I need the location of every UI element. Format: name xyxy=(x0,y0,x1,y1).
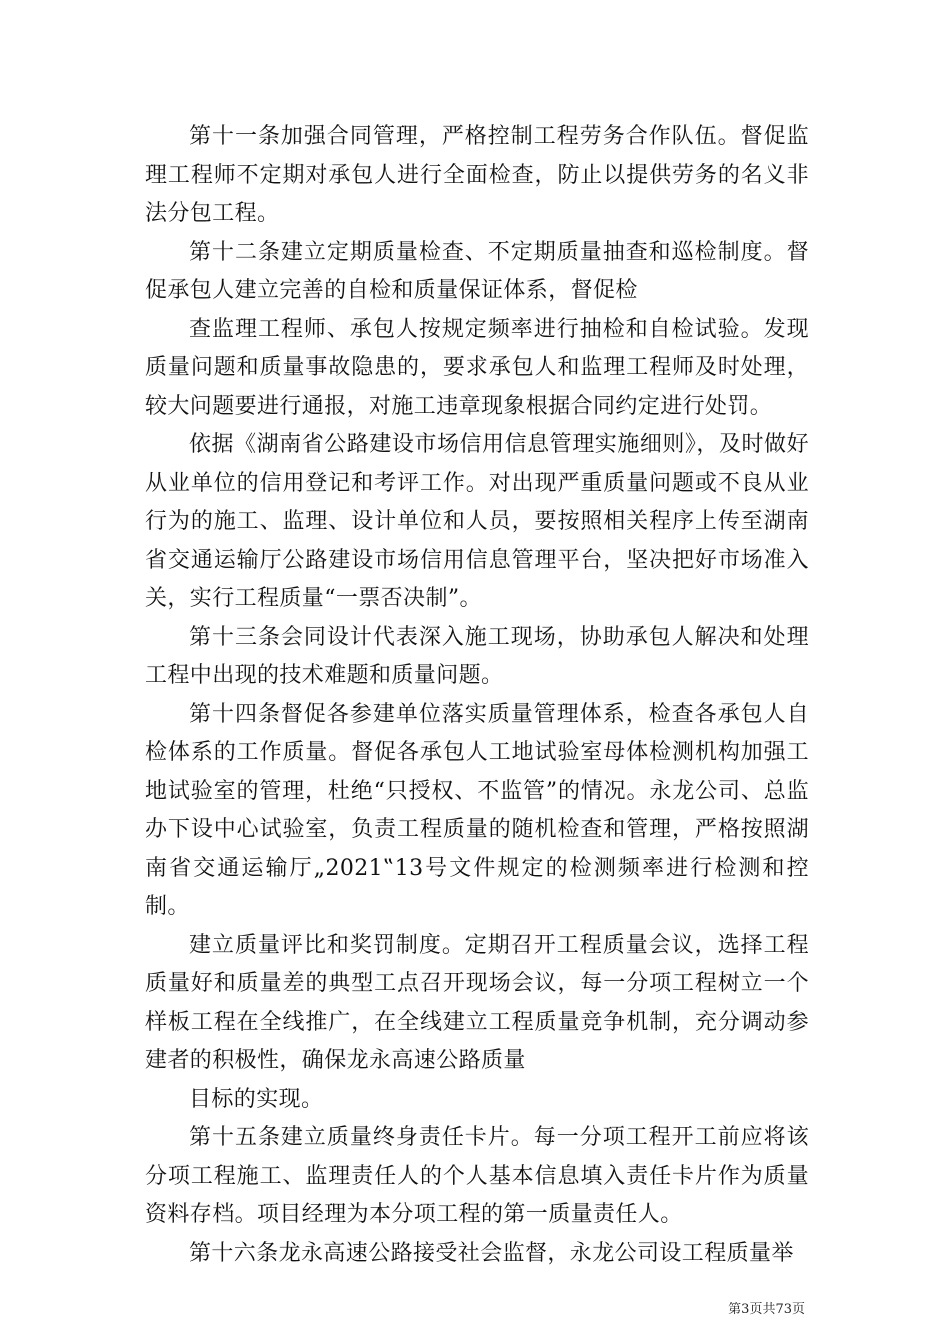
paragraph-article-15: 第十五条建立质量终身责任卡片。每一分项工程开工前应将该分项工程施工、监理责任人的个人基本信息填入责任卡片作为质量资料存档。项目经理为本分项工程的第一质量责任人。 xyxy=(145,1125,809,1227)
paragraph-article-14: 第十四条督促各参建单位落实质量管理体系，检查各承包人自检体系的工作质量。督促各承包人工地试验室母体检测机构加强工地试验室的管理，杜绝“只授权、不监管”的情况。永龙公司、总监办下设中心试验室，负责工程质量的随机检查和管理，严格按照湖南省交通运输厅„2021‟13号文件规定的检测频率进行检测和控制。 xyxy=(145,701,809,919)
page-number-footer: 第3页共73页 xyxy=(728,1302,805,1317)
paragraph-article-12: 第十二条建立定期质量检查、不定期质量抽查和巡检制度。督促承包人建立完善的自检和质量保证体系，督促检 xyxy=(145,239,809,303)
paragraph-article-16: 第十六条龙永高速公路接受社会监督，永龙公司设工程质量举 xyxy=(189,1240,794,1266)
paragraph-article-11: 第十一条加强合同管理，严格控制工程劳务合作队伍。督促监理工程师不定期对承包人进行全面检查，防止以提供劳务的名义非法分包工程。 xyxy=(145,124,809,226)
paragraph-article-12-continued: 查监理工程师、承包人按规定频率进行抽检和自检试验。发现质量问题和质量事故隐患的，要求承包人和监理工程师及时处理，较大问题要进行通报，对施工违章现象根据合同约定进行处罚。 xyxy=(145,316,809,419)
paragraph-quality-evaluation: 建立质量评比和奖罚制度。定期召开工程质量会议，选择工程质量好和质量差的典型工点召开现场会议，每一分项工程树立一个样板工程在全线推广，在全线建立工程质量竞争机制，充分调动参建者的积极性，确保龙永高速公路质量 xyxy=(145,932,809,1073)
paragraph-article-13: 第十三条会同设计代表深入施工现场，协助承包人解决和处理工程中出现的技术难题和质量问题。 xyxy=(145,624,809,688)
document-body xyxy=(145,118,809,1273)
paragraph-credit-management: 依据《湖南省公路建设市场信用信息管理实施细则》，及时做好从业单位的信用登记和考评工作。对出现严重质量问题或不良从业行为的施工、监理、设计单位和人员，要按照相关程序上传至湖南省交通运输厅公路建设市场信用信息管理平台，坚决把好市场准入关，实行工程质量“一票否决制”。 xyxy=(145,432,809,611)
paragraph-quality-evaluation-continued: 目标的实现。 xyxy=(189,1086,324,1112)
